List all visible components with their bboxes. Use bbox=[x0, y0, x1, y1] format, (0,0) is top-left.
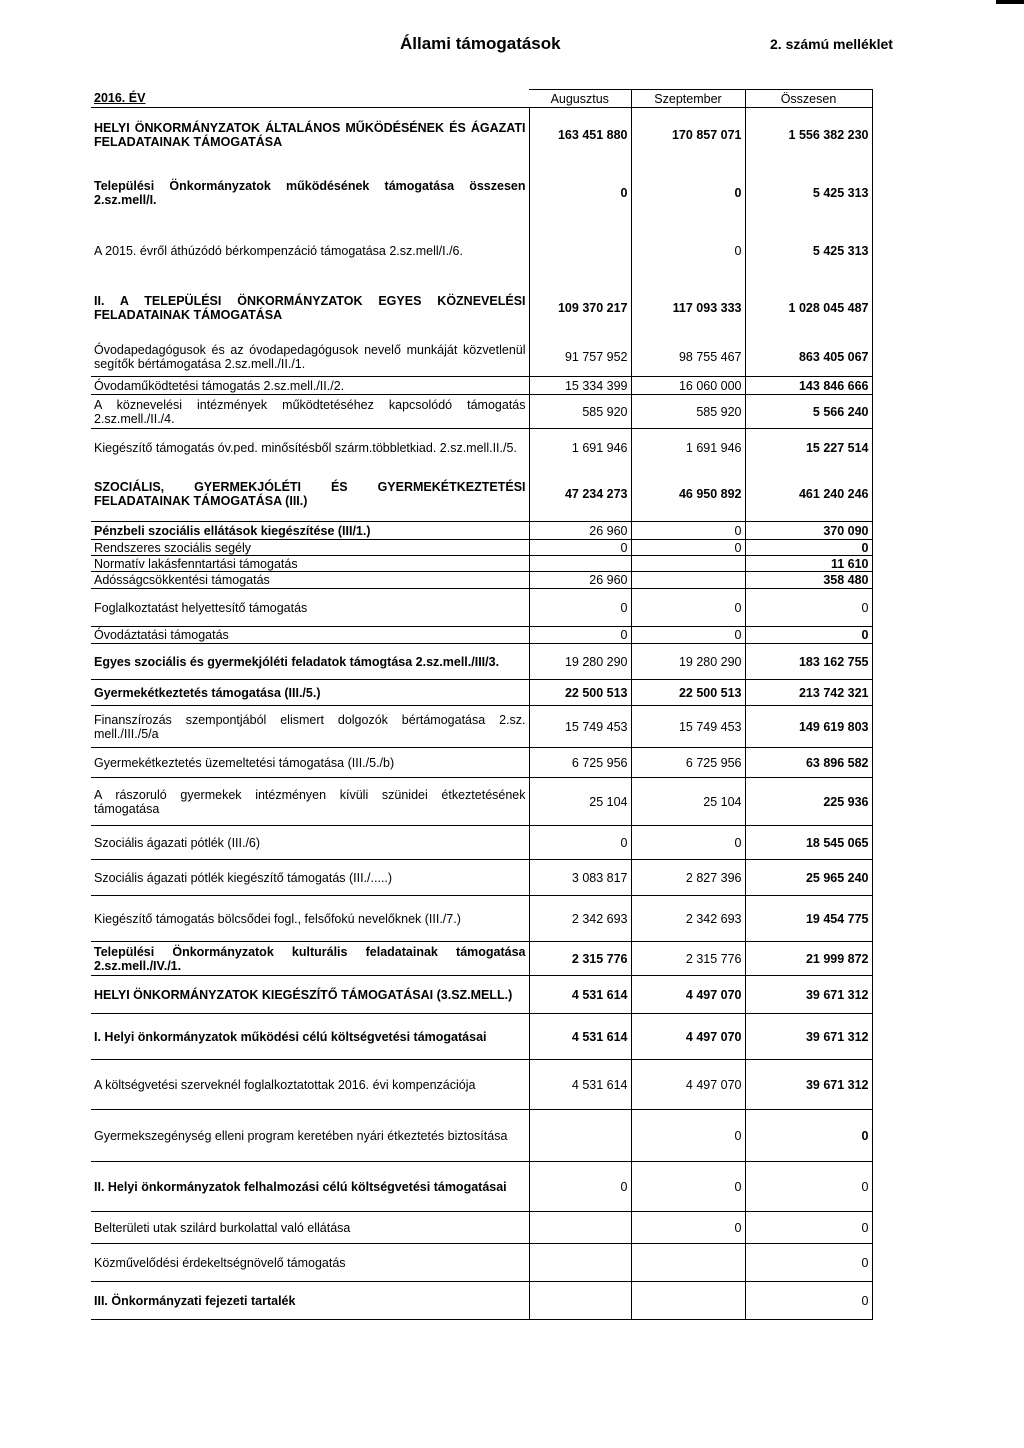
cell-september: 0 bbox=[631, 1110, 745, 1162]
row-label: Települési Önkormányzatok kulturális feladatainak támogatása 2.sz.mell./IV./1. bbox=[91, 942, 529, 976]
cell-september: 2 827 396 bbox=[631, 860, 745, 896]
cell-september bbox=[631, 1244, 745, 1282]
cell-september: 98 755 467 bbox=[631, 339, 745, 377]
table-row bbox=[91, 339, 872, 377]
cell-august bbox=[529, 1282, 631, 1320]
cell-total: 0 bbox=[745, 1212, 872, 1244]
cell-total: 19 454 775 bbox=[745, 896, 872, 942]
table-row bbox=[91, 540, 872, 556]
cell-august: 22 500 513 bbox=[529, 680, 631, 706]
cell-september: 117 093 333 bbox=[631, 277, 745, 339]
table-row bbox=[91, 1282, 872, 1320]
column-header-august: Augusztus bbox=[529, 90, 631, 108]
cell-august: 0 bbox=[529, 826, 631, 860]
cell-total: 18 545 065 bbox=[745, 826, 872, 860]
cell-september bbox=[631, 1282, 745, 1320]
cell-september: 22 500 513 bbox=[631, 680, 745, 706]
cell-august: 26 960 bbox=[529, 522, 631, 540]
cell-september: 1 691 946 bbox=[631, 429, 745, 467]
cell-august: 585 920 bbox=[529, 395, 631, 429]
cell-august: 4 531 614 bbox=[529, 976, 631, 1014]
table-row bbox=[91, 1162, 872, 1212]
row-label: Adósságcsökkentési támogatás bbox=[91, 572, 529, 589]
cell-september: 25 104 bbox=[631, 778, 745, 826]
cell-august: 2 315 776 bbox=[529, 942, 631, 976]
cell-total: 143 846 666 bbox=[745, 377, 872, 395]
cell-total: 0 bbox=[745, 1244, 872, 1282]
cell-total: 183 162 755 bbox=[745, 644, 872, 680]
cell-august: 25 104 bbox=[529, 778, 631, 826]
cell-total: 0 bbox=[745, 1162, 872, 1212]
table-row bbox=[91, 395, 872, 429]
table-row bbox=[91, 942, 872, 976]
cell-total: 1 556 382 230 bbox=[745, 108, 872, 162]
row-label: Gyermekszegénység elleni program keretében nyári étkeztetés biztosítása bbox=[91, 1110, 529, 1162]
table-row bbox=[91, 225, 872, 277]
cell-august: 1 691 946 bbox=[529, 429, 631, 467]
row-label: Belterületi utak szilárd burkolattal való ellátása bbox=[91, 1212, 529, 1244]
cell-total: 0 bbox=[745, 627, 872, 644]
table-row bbox=[91, 976, 872, 1014]
cell-total: 5 425 313 bbox=[745, 225, 872, 277]
cell-september: 15 749 453 bbox=[631, 706, 745, 748]
table-row bbox=[91, 467, 872, 522]
cell-august: 26 960 bbox=[529, 572, 631, 589]
table-row bbox=[91, 277, 872, 339]
cell-september: 4 497 070 bbox=[631, 1014, 745, 1060]
row-label: A költségvetési szerveknél foglalkoztatottak 2016. évi kompenzációja bbox=[91, 1060, 529, 1110]
table-header-row bbox=[91, 90, 872, 108]
table-row bbox=[91, 429, 872, 467]
table-row bbox=[91, 644, 872, 680]
cell-september: 46 950 892 bbox=[631, 467, 745, 522]
table-row bbox=[91, 1110, 872, 1162]
row-label: Szociális ágazati pótlék (III./6) bbox=[91, 826, 529, 860]
row-label: Közművelődési érdekeltségnövelő támogatás bbox=[91, 1244, 529, 1282]
table-row bbox=[91, 572, 872, 589]
cell-total: 225 936 bbox=[745, 778, 872, 826]
row-label: Pénzbeli szociális ellátások kiegészítése (III/1.) bbox=[91, 522, 529, 540]
cell-september: 19 280 290 bbox=[631, 644, 745, 680]
cell-august: 0 bbox=[529, 162, 631, 225]
table-row bbox=[91, 860, 872, 896]
row-label: III. Önkormányzati fejezeti tartalék bbox=[91, 1282, 529, 1320]
cell-total: 25 965 240 bbox=[745, 860, 872, 896]
cell-august: 47 234 273 bbox=[529, 467, 631, 522]
cell-total: 15 227 514 bbox=[745, 429, 872, 467]
cell-total: 0 bbox=[745, 1110, 872, 1162]
cell-total: 21 999 872 bbox=[745, 942, 872, 976]
table-row bbox=[91, 748, 872, 778]
table-row bbox=[91, 589, 872, 627]
table-row bbox=[91, 680, 872, 706]
table-row bbox=[91, 778, 872, 826]
table-row bbox=[91, 556, 872, 572]
cell-september: 0 bbox=[631, 1162, 745, 1212]
cell-august bbox=[529, 556, 631, 572]
cell-august: 15 334 399 bbox=[529, 377, 631, 395]
table-row bbox=[91, 1014, 872, 1060]
column-header-total: Összesen bbox=[745, 90, 872, 108]
table-row bbox=[91, 522, 872, 540]
row-label: HELYI ÖNKORMÁNYZATOK KIEGÉSZÍTŐ TÁMOGATÁSAI (3.SZ.MELL.) bbox=[91, 976, 529, 1014]
row-label: Szociális ágazati pótlék kiegészítő támogatás (III./.....) bbox=[91, 860, 529, 896]
cell-total: 1 028 045 487 bbox=[745, 277, 872, 339]
cell-september bbox=[631, 572, 745, 589]
row-label: Egyes szociális és gyermekjóléti feladatok támogtása 2.sz.mell./III/3. bbox=[91, 644, 529, 680]
cell-september: 16 060 000 bbox=[631, 377, 745, 395]
cell-august: 4 531 614 bbox=[529, 1014, 631, 1060]
table-row bbox=[91, 377, 872, 395]
annex-label: 2. számú melléklet bbox=[770, 36, 893, 52]
cell-august bbox=[529, 1212, 631, 1244]
row-label: A 2015. évről áthúzódó bérkompenzáció támogatása 2.sz.mell/I./6. bbox=[91, 225, 529, 277]
row-label: II. A TELEPÜLÉSI ÖNKORMÁNYZATOK EGYES KÖZNEVELÉSI FELADATAINAK TÁMOGATÁSA bbox=[91, 277, 529, 339]
cell-total: 11 610 bbox=[745, 556, 872, 572]
row-label: Települési Önkormányzatok működésének támogatása összesen 2.sz.mell/I. bbox=[91, 162, 529, 225]
cell-september: 6 725 956 bbox=[631, 748, 745, 778]
table-row bbox=[91, 1212, 872, 1244]
cell-september: 170 857 071 bbox=[631, 108, 745, 162]
row-label: A köznevelési intézmények működtetéséhez kapcsolódó támogatás 2.sz.mell./II./4. bbox=[91, 395, 529, 429]
cell-august: 2 342 693 bbox=[529, 896, 631, 942]
cell-september: 4 497 070 bbox=[631, 976, 745, 1014]
cell-september: 4 497 070 bbox=[631, 1060, 745, 1110]
cell-total: 213 742 321 bbox=[745, 680, 872, 706]
cell-total: 863 405 067 bbox=[745, 339, 872, 377]
row-label: Finanszírozás szempontjából elismert dolgozók bértámogatása 2.sz. mell./III./5/a bbox=[91, 706, 529, 748]
cell-september: 0 bbox=[631, 162, 745, 225]
cell-september: 585 920 bbox=[631, 395, 745, 429]
row-label: A rászoruló gyermekek intézményen kívüli szünidei étkeztetésének támogatása bbox=[91, 778, 529, 826]
cell-august: 4 531 614 bbox=[529, 1060, 631, 1110]
cell-total: 370 090 bbox=[745, 522, 872, 540]
row-label: Normatív lakásfenntartási támogatás bbox=[91, 556, 529, 572]
cell-august: 3 083 817 bbox=[529, 860, 631, 896]
cell-september: 0 bbox=[631, 826, 745, 860]
cell-august bbox=[529, 1110, 631, 1162]
row-label: Rendszeres szociális segély bbox=[91, 540, 529, 556]
row-label: Óvodaműködtetési támogatás 2.sz.mell./II./2. bbox=[91, 377, 529, 395]
cell-september: 2 315 776 bbox=[631, 942, 745, 976]
table-row bbox=[91, 896, 872, 942]
cell-august: 0 bbox=[529, 627, 631, 644]
table-row bbox=[91, 108, 872, 162]
row-label: HELYI ÖNKORMÁNYZATOK ÁLTALÁNOS MŰKÖDÉSÉNEK ÉS ÁGAZATI FELADATAINAK TÁMOGATÁSA bbox=[91, 108, 529, 162]
cell-total: 149 619 803 bbox=[745, 706, 872, 748]
cell-total: 0 bbox=[745, 540, 872, 556]
row-label: Gyermekétkeztetés üzemeltetési támogatása (III./5./b) bbox=[91, 748, 529, 778]
row-label: Óvodapedagógusok és az óvodapedagógusok nevelő munkáját közvetlenül segítők bértámogatása 2.sz.mell./II./1. bbox=[91, 339, 529, 377]
table-row bbox=[91, 706, 872, 748]
row-label: I. Helyi önkormányzatok működési célú költségvetési támogatásai bbox=[91, 1014, 529, 1060]
cell-total: 63 896 582 bbox=[745, 748, 872, 778]
cell-total: 5 425 313 bbox=[745, 162, 872, 225]
table-row bbox=[91, 1060, 872, 1110]
cell-august: 109 370 217 bbox=[529, 277, 631, 339]
cell-august: 0 bbox=[529, 1162, 631, 1212]
cell-total: 358 480 bbox=[745, 572, 872, 589]
cell-august bbox=[529, 1244, 631, 1282]
cell-september: 0 bbox=[631, 540, 745, 556]
table-row bbox=[91, 826, 872, 860]
cell-total: 0 bbox=[745, 1282, 872, 1320]
row-label: II. Helyi önkormányzatok felhalmozási célú költségvetési támogatásai bbox=[91, 1162, 529, 1212]
row-label: Kiegészítő támogatás bölcsődei fogl., felsőfokú nevelőknek (III./7.) bbox=[91, 896, 529, 942]
row-label: SZOCIÁLIS, GYERMEKJÓLÉTI ÉS GYERMEKÉTKEZTETÉSI FELADATAINAK TÁMOGATÁSA (III.) bbox=[91, 467, 529, 522]
year-label: 2016. ÉV bbox=[91, 90, 529, 108]
cell-september: 0 bbox=[631, 1212, 745, 1244]
row-label: Foglalkoztatást helyettesítő támogatás bbox=[91, 589, 529, 627]
table-row bbox=[91, 1244, 872, 1282]
cell-august: 19 280 290 bbox=[529, 644, 631, 680]
table-row bbox=[91, 162, 872, 225]
cell-august: 163 451 880 bbox=[529, 108, 631, 162]
cell-total: 39 671 312 bbox=[745, 1060, 872, 1110]
row-label: Óvodáztatási támogatás bbox=[91, 627, 529, 644]
cell-september: 0 bbox=[631, 589, 745, 627]
cell-total: 39 671 312 bbox=[745, 976, 872, 1014]
cell-total: 39 671 312 bbox=[745, 1014, 872, 1060]
cell-september: 0 bbox=[631, 225, 745, 277]
column-header-september: Szeptember bbox=[631, 90, 745, 108]
cell-september: 0 bbox=[631, 627, 745, 644]
cell-august: 91 757 952 bbox=[529, 339, 631, 377]
cell-september: 2 342 693 bbox=[631, 896, 745, 942]
cell-august bbox=[529, 225, 631, 277]
table-row bbox=[91, 627, 872, 644]
cell-august: 0 bbox=[529, 540, 631, 556]
page-title: Állami támogatások bbox=[400, 34, 561, 53]
cell-total: 0 bbox=[745, 589, 872, 627]
cell-august: 0 bbox=[529, 589, 631, 627]
cell-august: 15 749 453 bbox=[529, 706, 631, 748]
cell-total: 461 240 246 bbox=[745, 467, 872, 522]
row-label: Gyermekétkeztetés támogatása (III./5.) bbox=[91, 680, 529, 706]
cell-august: 6 725 956 bbox=[529, 748, 631, 778]
cell-total: 5 566 240 bbox=[745, 395, 872, 429]
corner-mark bbox=[996, 0, 1024, 4]
cell-september bbox=[631, 556, 745, 572]
row-label: Kiegészítő támogatás óv.ped. minősítésből szárm.többletkiad. 2.sz.mell.II./5. bbox=[91, 429, 529, 467]
cell-september: 0 bbox=[631, 522, 745, 540]
subsidy-table bbox=[91, 89, 873, 1320]
